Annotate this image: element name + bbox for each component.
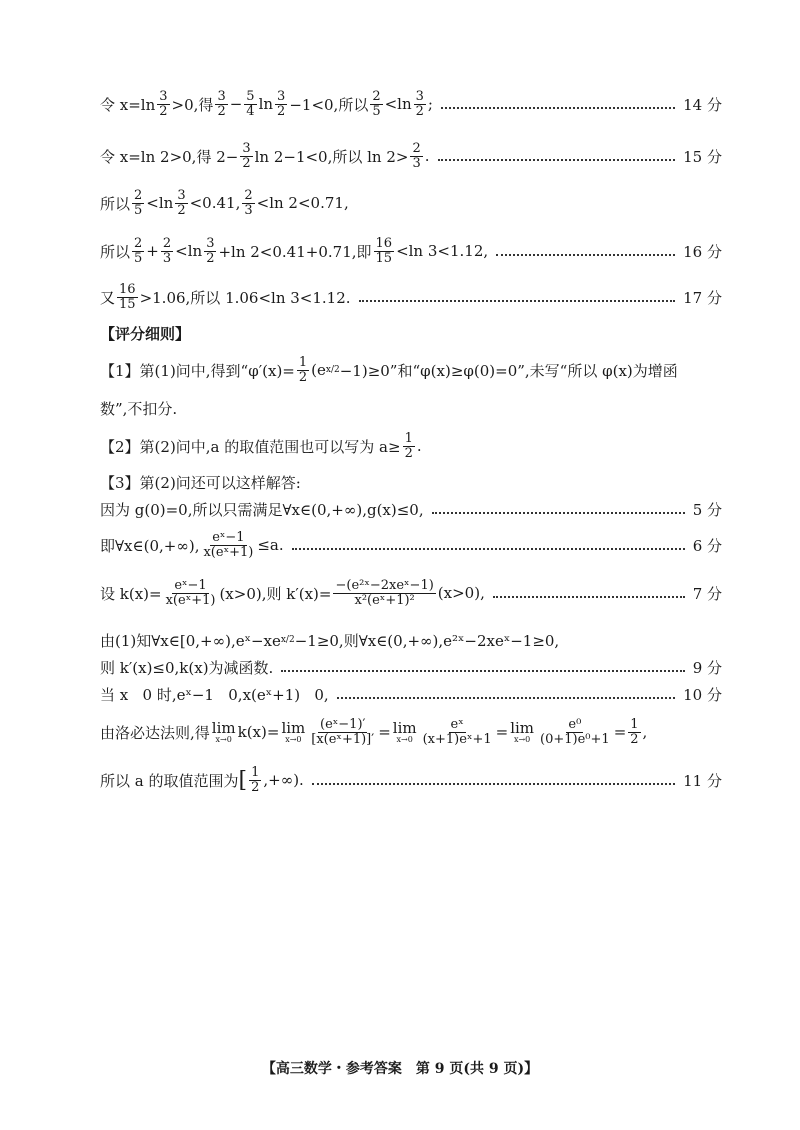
text: 由(1)知∀x∈[0,+∞),eˣ−xe xyxy=(100,631,281,650)
dot-leader xyxy=(359,299,676,302)
numerator: (eˣ−1)′ xyxy=(320,716,366,732)
denominator: 2 xyxy=(177,202,186,218)
numerator: 16 xyxy=(375,235,393,251)
denominator: 5 xyxy=(134,250,143,266)
text: = xyxy=(495,723,509,741)
numerator: 2 xyxy=(162,235,172,251)
denominator: (x+1)eˣ+1 xyxy=(422,731,492,747)
numerator: 2 xyxy=(412,140,421,156)
text: ≤a. xyxy=(257,536,284,554)
denominator: 2 xyxy=(242,155,251,171)
limit-label: lim xyxy=(392,718,417,737)
text: ,+∞). xyxy=(263,771,304,789)
denominator: 2 xyxy=(159,103,168,119)
fraction xyxy=(175,189,187,217)
text: <ln 3<1.12, xyxy=(396,242,489,260)
score: 10 分 xyxy=(683,685,722,704)
numerator: eˣ xyxy=(450,716,464,732)
rubric-item-2 xyxy=(100,426,722,466)
text: 令 x=ln 2>0,得 2− xyxy=(100,147,239,166)
fraction xyxy=(161,237,173,265)
text: 所以 xyxy=(100,242,131,261)
exponent: x/2 xyxy=(280,635,295,645)
dot-leader xyxy=(496,253,675,256)
rubric-item-1 xyxy=(100,350,722,390)
text: (x>0), xyxy=(437,584,485,602)
text: 【1】第(1)问中,得到“φ′(x)= xyxy=(100,361,295,380)
limit-sub: x→0 xyxy=(513,734,531,744)
text: 所以 a 的取值范围为 xyxy=(100,771,239,790)
denominator: 5 xyxy=(134,202,143,218)
limit xyxy=(281,718,306,744)
text: <ln xyxy=(384,95,412,113)
score: 6 分 xyxy=(692,536,722,555)
numerator: 2 xyxy=(244,187,253,203)
denominator: 2 xyxy=(298,369,308,385)
dot-leader xyxy=(281,669,684,672)
text: >0,得 xyxy=(171,95,214,114)
numerator: 3 xyxy=(177,187,186,203)
text: <ln xyxy=(146,194,174,212)
text: = xyxy=(378,723,391,741)
fraction xyxy=(117,283,138,311)
alt-step-6 xyxy=(100,525,722,565)
numerator: 1 xyxy=(630,716,639,732)
numerator: 5 xyxy=(246,88,255,104)
dot-leader xyxy=(441,106,675,109)
numerator: 2 xyxy=(134,187,143,203)
numerator: eˣ−1 xyxy=(212,529,245,545)
score: 7 分 xyxy=(692,584,722,603)
rubric-heading: 【评分细则】 xyxy=(100,325,191,343)
numerator: e⁰ xyxy=(568,716,582,732)
denominator: 2 xyxy=(217,103,226,119)
denominator: 3 xyxy=(244,202,253,218)
text: + xyxy=(146,242,159,260)
score: 14 分 xyxy=(683,95,722,114)
numerator: 3 xyxy=(415,88,424,104)
solution-line-15 xyxy=(100,136,722,176)
fraction xyxy=(374,237,395,265)
numerator: −(e²ˣ−2xeˣ−1) xyxy=(335,577,434,593)
numerator: 3 xyxy=(159,88,168,104)
score: 11 分 xyxy=(683,771,722,790)
text: 即∀x∈(0,+∞), xyxy=(100,536,200,555)
fraction xyxy=(215,90,227,118)
limit-label: lim xyxy=(281,718,306,737)
dot-leader xyxy=(312,782,675,785)
fraction xyxy=(132,237,144,265)
fraction xyxy=(403,432,415,460)
fraction xyxy=(628,718,640,746)
numerator: 1 xyxy=(404,430,413,446)
numerator: 3 xyxy=(242,140,251,156)
exponent: x/2 xyxy=(325,365,340,375)
text: ln xyxy=(258,95,274,113)
numerator: 2 xyxy=(372,88,381,104)
fraction xyxy=(164,579,218,607)
fraction xyxy=(421,718,494,746)
fraction xyxy=(201,531,255,559)
text: +ln 2<0.41+0.71,即 xyxy=(218,242,372,261)
fraction xyxy=(240,142,252,170)
text: 令 x=ln xyxy=(100,95,156,114)
text: −1<0,所以 xyxy=(289,95,369,114)
dot-leader xyxy=(432,511,685,514)
denominator: 2 xyxy=(630,731,639,747)
fraction xyxy=(244,90,256,118)
denominator: 2 xyxy=(415,103,424,119)
score: 16 分 xyxy=(683,242,722,261)
denominator: 15 xyxy=(375,250,393,266)
denominator: x(eˣ+1) xyxy=(165,592,216,608)
numerator: eˣ−1 xyxy=(174,577,207,593)
denominator: x²(eˣ+1)² xyxy=(354,592,415,608)
denominator: 2 xyxy=(404,445,413,461)
alt-step-5 xyxy=(100,489,722,529)
score: 17 分 xyxy=(683,288,722,307)
dot-leader xyxy=(337,696,675,699)
score: 9 分 xyxy=(692,658,722,677)
denominator: 2 xyxy=(277,103,286,119)
denominator: x(eˣ+1) xyxy=(203,544,254,560)
fraction xyxy=(204,237,216,265)
fraction xyxy=(275,90,287,118)
fraction xyxy=(309,718,376,746)
text: 【2】第(2)问中,a 的取值范围也可以写为 a≥ xyxy=(100,437,401,456)
text: k(x)= xyxy=(237,723,280,741)
fraction xyxy=(333,579,435,607)
fraction xyxy=(410,142,422,170)
text: <ln 2<0.71, xyxy=(256,194,349,212)
rubric-item-3: 【3】第(2)问还可以这样解答: xyxy=(100,474,301,492)
text: − xyxy=(229,95,243,113)
dot-leader xyxy=(493,595,685,598)
rubric-item-1-cont: 数”,不扣分. xyxy=(100,400,178,418)
solution-line-17 xyxy=(100,277,722,317)
fraction xyxy=(297,356,309,384)
denominator: [x(eˣ+1)]′ xyxy=(311,731,375,747)
limit-label: lim xyxy=(510,718,535,737)
denominator: (0+1)e⁰+1 xyxy=(540,731,610,747)
limit-sub: x→0 xyxy=(215,734,232,744)
denominator: 4 xyxy=(246,103,255,119)
fraction xyxy=(538,718,612,746)
text: . xyxy=(416,437,422,455)
solution-line xyxy=(100,183,722,223)
alt-step-10 xyxy=(100,674,722,714)
numerator: 3 xyxy=(277,88,286,104)
fraction xyxy=(132,189,144,217)
dot-leader xyxy=(292,547,685,550)
text: 因为 g(0)=0,所以只需满足∀x∈(0,+∞),g(x)≤0, xyxy=(100,500,424,519)
fraction xyxy=(414,90,426,118)
limit xyxy=(211,718,236,744)
numerator: 2 xyxy=(134,235,143,251)
limit-sub: x→0 xyxy=(396,734,413,744)
dot-leader xyxy=(438,158,676,161)
text: <0.41, xyxy=(189,194,241,212)
solution-line-14 xyxy=(100,84,722,124)
text: 当 x 0 时,eˣ−1 0,x(eˣ+1) 0, xyxy=(100,685,329,704)
alt-step-7 xyxy=(100,573,722,613)
text: −1≥0,则∀x∈(0,+∞),e²ˣ−2xeˣ−1≥0, xyxy=(294,631,560,650)
score: 15 分 xyxy=(683,147,722,166)
text: = xyxy=(613,723,627,741)
text: . xyxy=(424,147,430,165)
alt-step-11 xyxy=(100,760,722,800)
numerator: 1 xyxy=(251,764,260,780)
limit-sub: x→0 xyxy=(285,734,302,744)
text: ; xyxy=(427,95,433,113)
text: −1)≥0”和“φ(x)≥φ(0)=0”,未写“所以 φ(x)为增函 xyxy=(339,361,678,380)
fraction xyxy=(157,90,169,118)
denominator: 3 xyxy=(412,155,421,171)
denominator: 2 xyxy=(251,779,260,795)
limit xyxy=(510,718,535,744)
page-footer: 【高三数学・参考答案 第 9 页(共 9 页)】 xyxy=(261,1061,539,1077)
alt-step-lhopital xyxy=(100,712,722,752)
bracket: [ xyxy=(238,767,248,793)
text: 设 k(x)= xyxy=(100,584,162,603)
text: <ln xyxy=(175,242,203,260)
text: (x>0),则 k′(x)= xyxy=(219,584,332,603)
text: >1.06,所以 1.06<ln 3<1.12. xyxy=(139,288,351,307)
limit-label: lim xyxy=(211,718,236,737)
text: 又 xyxy=(100,288,116,307)
numerator: 3 xyxy=(206,235,215,251)
limit xyxy=(392,718,417,744)
denominator: 15 xyxy=(119,296,136,312)
numerator: 3 xyxy=(217,88,226,104)
solution-line-16 xyxy=(100,231,722,271)
text: 所以 xyxy=(100,194,131,213)
fraction xyxy=(370,90,382,118)
fraction xyxy=(242,189,254,217)
denominator: 5 xyxy=(372,103,381,119)
denominator: 3 xyxy=(162,250,172,266)
text: 由洛必达法则,得 xyxy=(100,723,210,742)
denominator: 2 xyxy=(206,250,215,266)
text: (e xyxy=(311,361,326,379)
text: 则 k′(x)≤0,k(x)为减函数. xyxy=(100,658,274,677)
numerator: 16 xyxy=(119,281,136,297)
score: 5 分 xyxy=(692,500,722,519)
text: ln 2−1<0,所以 ln 2> xyxy=(254,147,409,166)
text: , xyxy=(642,723,648,741)
fraction xyxy=(249,766,261,794)
numerator: 1 xyxy=(298,354,308,370)
